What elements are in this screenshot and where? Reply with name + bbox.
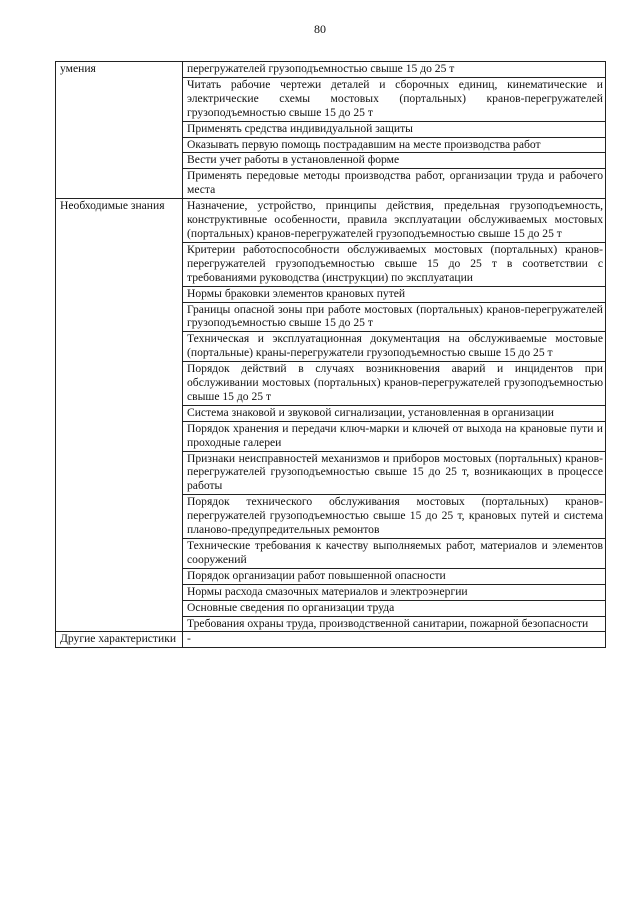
table-cell: Применять передовые методы производства работ, организации труда и рабочего места [183, 169, 606, 199]
table-cell: Назначение, устройство, принципы действия, предельная грузоподъемность, конструктивные особенности, правила эксплуатации обслуживаемых мостовых (портальных) кранов-перегружателей грузоподъемностью свыше 15 до 25 т [183, 199, 606, 243]
row-label-other: Другие характеристики [56, 632, 183, 648]
table-cell: Вести учет работы в установленной форме [183, 153, 606, 169]
table-cell: Порядок организации работ повышенной опасности [183, 568, 606, 584]
table-cell: Порядок технического обслуживания мостовых (портальных) кранов-перегружателей грузоподъемностью свыше 15 до 25 т, крановых путей и система планово-предупредительных ремонтов [183, 495, 606, 539]
table-row [56, 62, 606, 78]
table-cell: Технические требования к качеству выполняемых работ, материалов и элементов сооружений [183, 539, 606, 569]
table-cell: Нормы расхода смазочных материалов и электроэнергии [183, 584, 606, 600]
page-number: 80 [314, 22, 326, 36]
table-cell: Применять средства индивидуальной защиты [183, 121, 606, 137]
table-cell: Техническая и эксплуатационная документация на обслуживаемые мостовые (портальные) краны-перегружатели грузоподъемностью свыше 15 до 25 т [183, 332, 606, 362]
table-cell: Основные сведения по организации труда [183, 600, 606, 616]
table-row [56, 199, 606, 243]
table-body [56, 62, 606, 648]
table-cell: Читать рабочие чертежи деталей и сборочных единиц, кинематические и электрические схемы мостовых (портальных) кранов-перегружателей грузоподъемностью свыше 15 до 25 т [183, 77, 606, 121]
table-cell: - [183, 632, 606, 648]
table-cell: Порядок хранения и передачи ключ-марки и ключей от выхода на крановые пути и проходные галереи [183, 421, 606, 451]
table-cell: Границы опасной зоны при работе мостовых (портальных) кранов-перегружателей грузоподъемностью свыше 15 до 25 т [183, 302, 606, 332]
table-cell: Критерии работоспособности обслуживаемых мостовых (портальных) кранов-перегружателей грузоподъемностью свыше 15 до 25 т в соответствии с требованиями руководства (инструкции) по эксплуатации [183, 242, 606, 286]
row-label-skills: умения [56, 62, 183, 199]
table-cell: Признаки неисправностей механизмов и приборов мостовых (портальных) кранов-перегружателей грузоподъемностью свыше 15 до 25 т, возникающих в процессе работы [183, 451, 606, 495]
table-cell: Требования охраны труда, производственной санитарии, пожарной безопасности [183, 616, 606, 632]
qualification-table [55, 61, 606, 648]
table-cell: Порядок действий в случаях возникновения аварий и инцидентов при обслуживании мостовых (портальных) кранов-перегружателей грузоподъемностью свыше 15 до 25 т [183, 362, 606, 406]
table-cell: Система знаковой и звуковой сигнализации, установленная в организации [183, 405, 606, 421]
table-cell: Оказывать первую помощь пострадавшим на месте производства работ [183, 137, 606, 153]
row-label-knowledge: Необходимые знания [56, 199, 183, 632]
table-row [56, 632, 606, 648]
table-cell: Нормы браковки элементов крановых путей [183, 286, 606, 302]
table-cell: перегружателей грузоподъемностью свыше 15 до 25 т [183, 62, 606, 78]
